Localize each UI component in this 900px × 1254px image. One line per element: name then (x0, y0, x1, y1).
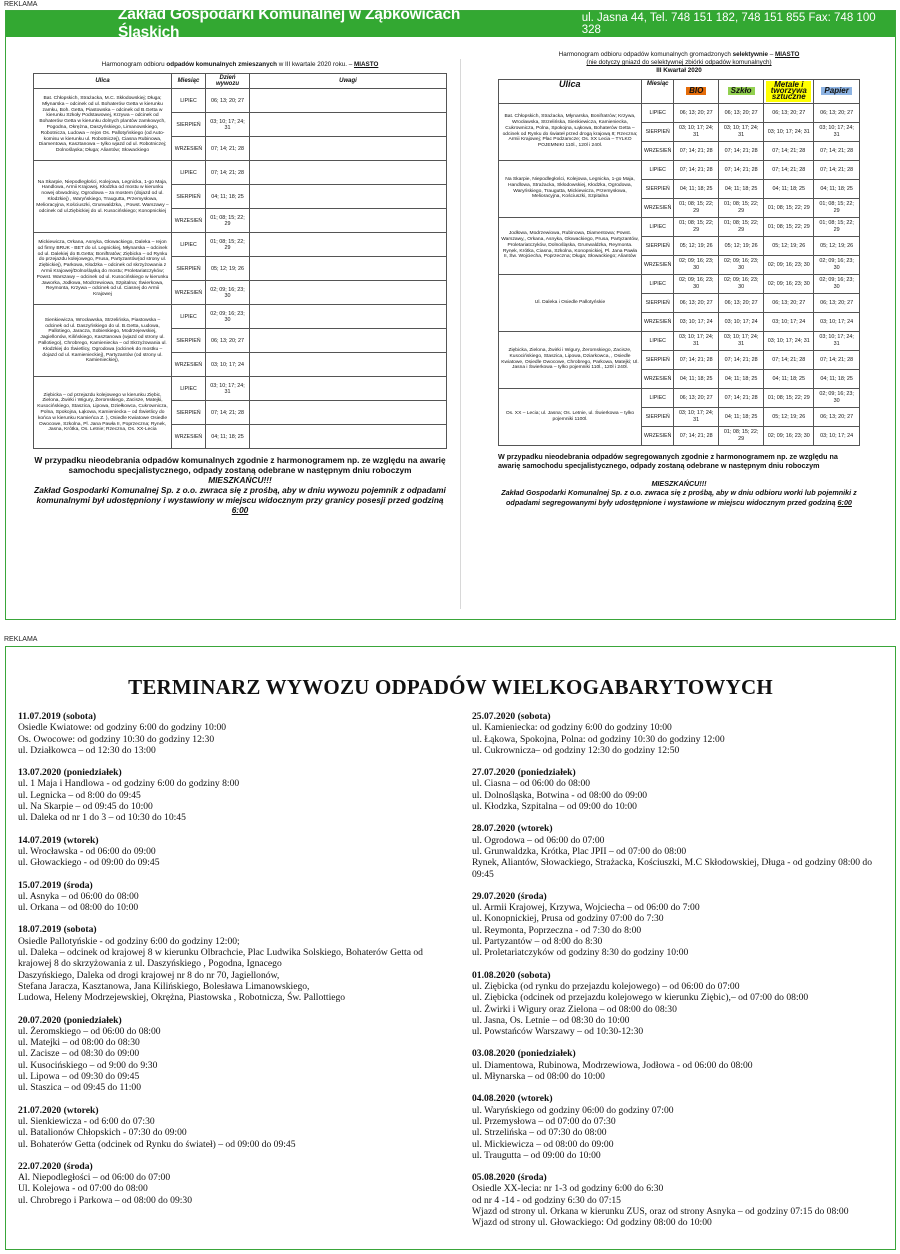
street-list: Ul. Daleka i Osiedle Pallotyńskie (499, 274, 642, 331)
entry-line: ul. Powstańców Warszawy – od 10:30-12:30 (472, 1026, 644, 1038)
selective-notice-heading: MIESZKAŃCU!!! (651, 478, 707, 488)
month-cell: LIPIEC (172, 161, 206, 185)
entry-date: 18.07.2019 (sobota) (18, 924, 97, 936)
schedule-entry (472, 823, 892, 879)
entry-date: 20.07.2020 (poniedziałek) (18, 1014, 122, 1026)
metal-plastic-days-cell: 02; 09; 16; 23; 30 (764, 255, 814, 274)
entry-line: ul. Asnyka – od 06:00 do 08:00 (18, 890, 139, 902)
metal-plastic-days-cell: 07; 14; 21; 28 (764, 160, 814, 179)
bio-days-cell: 03; 10; 17; 24; 31 (674, 407, 719, 426)
table-row (499, 274, 860, 293)
entry-line: ul. Partyzantów – od 8:00 do 8:30 (472, 936, 603, 948)
col-header-paper (814, 80, 860, 104)
month-cell: WRZESIEŃ (172, 209, 206, 233)
entry-line: ul. Proletariatczyków od godziny 8:30 do godziny 10:00 (472, 947, 689, 959)
notes-cell (250, 353, 447, 377)
bio-days-cell: 06; 13; 20; 27 (674, 293, 719, 312)
month-cell: WRZESIEŃ (642, 369, 674, 388)
schedule-entry (18, 1161, 458, 1206)
entry-line: od nr 4 -14 - od godziny 6:30 do 07:15 (472, 1194, 621, 1206)
month-cell: SIERPIEŃ (642, 407, 674, 426)
entry-line: ul. Żwirki i Wigury oraz Zielona – od 08:00 do 08:30 (472, 1003, 677, 1015)
entry-line: ul. Na Skarpie – od 09:45 do 10:00 (18, 801, 153, 813)
entry-line: ul. Armii Krajowej, Krzywa, Wojciecha – od 06:00 do 7:00 (472, 902, 700, 914)
bio-days-cell: 02; 09; 16; 23; 30 (674, 255, 719, 274)
notes-cell (250, 425, 447, 449)
entry-line: ul. Żeromskiego – od 06:00 do 08:00 (18, 1025, 161, 1037)
bio-days-cell: 04; 11; 18; 25 (674, 369, 719, 388)
pickup-days-cell: 06; 13; 20; 27 (206, 329, 250, 353)
table-row (499, 217, 860, 236)
schedule-entry (18, 1015, 458, 1094)
entry-date: 13.07.2020 (poniedziałek) (18, 767, 122, 779)
entry-date: 11.07.2019 (sobota) (18, 711, 97, 722)
glass-days-cell: 07; 14; 21; 28 (718, 141, 763, 160)
entry-line: Daszyńskiego, Daleka od drogi krajowej nr 8 do nr 70, Jagiellonów, (18, 969, 280, 981)
month-cell: LIPIEC (642, 217, 674, 236)
month-cell: LIPIEC (642, 331, 674, 350)
entry-line: ul. Łąkowa, Spokojna, Polna: od godziny 10:30 do godziny 12:00 (472, 733, 725, 745)
entry-line: ul. Staszica – od 09:45 do 11:00 (18, 1082, 142, 1094)
glass-days-cell: 02; 09; 16; 23; 30 (718, 274, 763, 293)
bio-days-cell: 06; 13; 20; 27 (674, 388, 719, 407)
pickup-days-cell: 02; 09; 16; 23; 30 (206, 281, 250, 305)
table-row (499, 331, 860, 350)
pickup-days-cell: 07; 14; 21; 28 (206, 161, 250, 185)
entry-line: ul. Kusocińskiego – od 9:00 do 9:30 (18, 1059, 158, 1071)
entry-line: ul. Bohaterów Getta (odcinek od Rynku do świateł) – od 09:00 do 09:45 (18, 1138, 296, 1150)
notes-cell (250, 113, 447, 137)
metal-plastic-days-cell: 05; 12; 19; 26 (764, 236, 814, 255)
entry-line: ul. Ziębicka (odcinek od przejazdu kolejowego w kierunku Ziębic),– od 07:00 do 08:00 (472, 992, 809, 1004)
pickup-days-cell: 04; 11; 18; 25 (206, 425, 250, 449)
metal-plastic-days-cell: 06; 13; 20; 27 (764, 103, 814, 122)
column-divider (460, 59, 461, 609)
metal-plastic-days-cell: 02; 09; 16; 23; 30 (764, 274, 814, 293)
company-contact: ul. Jasna 44, Tel. 748 151 182, 748 151 855 Fax: 748 100 328 (581, 12, 876, 36)
month-cell: SIERPIEŃ (172, 257, 206, 281)
entry-line: ul. Daleka od nr 1 do 3 – od 10:30 do 10:45 (18, 812, 186, 824)
col-header-glass (718, 80, 763, 104)
table-row (499, 103, 860, 122)
metal-plastic-label: Metale i tworzywa sztuczne (766, 81, 811, 102)
metal-plastic-days-cell: 01; 08; 15; 22; 29 (764, 198, 814, 217)
metal-plastic-days-cell: 03; 10; 17; 24; 31 (764, 122, 814, 141)
entry-line: Wjazd od strony ul. Orkana w kierunku ZUS, oraz od strony Asnyka – od godziny 07:15 do 08:00 (472, 1205, 849, 1217)
mixed-schedule-table (33, 73, 447, 449)
bulky-waste-title: TERMINARZ WYWOZU ODPADÓW WIELKOGABARYTOWYCH (128, 675, 773, 699)
schedule-entry (472, 970, 892, 1038)
col-header-metal (764, 80, 814, 104)
paper-days-cell: 04; 11; 18; 25 (814, 179, 860, 198)
bio-days-cell: 04; 11; 18; 25 (674, 179, 719, 198)
entry-line: Osiedle XX-lecia: nr 1-3 od godziny 6:00 do 6:30 (472, 1183, 664, 1195)
entry-line: ul. Młynarska – od 08:00 do 10:00 (472, 1071, 605, 1083)
mixed-notice-heading: MIESZKAŃCU!!! (208, 475, 272, 486)
entry-line: ul. Lipowa – od 09:30 do 09:45 (18, 1071, 140, 1083)
metal-plastic-days-cell: 02; 09; 16; 23; 30 (764, 426, 814, 445)
paper-days-cell: 03; 10; 17; 24; 31 (814, 122, 860, 141)
pickup-days-cell: 01; 08; 15; 22; 29 (206, 233, 250, 257)
pickup-days-cell: 07; 14; 21; 28 (206, 401, 250, 425)
table-row (34, 161, 447, 185)
glass-days-cell: 03; 10; 17; 24; 31 (718, 122, 763, 141)
metal-plastic-days-cell: 06; 13; 20; 27 (764, 293, 814, 312)
street-list: Jodłowa, Modrzewiowa, Rubinowa, Diamentowa; Powst. Warszawy,, Orkana, Asnyka, Głowackiego, Prusa, Partyzantów, Proletariatczyków, Dolnośląska, Grunwaldzka, Reymonta. Rynek, Krótka, Ciasna, Szkolna, Konopnickiej, Pl. Jana Pawła II, Św. Wojciecha, Poprzeczna; Długa; Słowackiego; Aliantów (499, 217, 642, 274)
schedule-entry (18, 880, 458, 914)
col-header-notes: Uwagi (250, 74, 447, 89)
schedule-entry (472, 1172, 892, 1228)
entry-date: 03.08.2020 (poniedziałek) (472, 1048, 576, 1060)
glass-label: Szkło (728, 87, 755, 95)
bio-label: BIO (686, 87, 706, 95)
paper-days-cell: 03; 10; 17; 24 (814, 426, 860, 445)
entry-line: Os. Owocowe: od godziny 10:30 do godziny 12:30 (18, 733, 215, 745)
glass-days-cell: 01; 08; 15; 22; 29 (718, 426, 763, 445)
bio-days-cell: 01; 08; 15; 22; 29 (674, 198, 719, 217)
pickup-days-cell: 04; 11; 18; 25 (206, 185, 250, 209)
month-cell: WRZESIEŃ (642, 198, 674, 217)
entry-date: 22.07.2020 (środa) (18, 1160, 93, 1172)
glass-days-cell: 07; 14; 21; 28 (718, 160, 763, 179)
entry-line: ul. Ogrodowa – od 06:00 do 07:00 (472, 834, 605, 846)
paper-label: Papier (821, 87, 851, 95)
bulky-schedule-right (472, 711, 892, 1240)
ad-label-bottom: REKLAMA (4, 636, 38, 643)
notes-cell (250, 161, 447, 185)
street-list: Ziębicka – od przejazdu kolejowego w kierunku Ziębic, Zielona, Żwirki i Wigury, Żeromskiego, Zacisze, Matejki, Kusocińskiego, Staszica, Lipowa, Dziełkowca, Cukrownicza, Polna, Spokojna, Łąkowa, Kamieniecka – od Świetlicy do końca w kierunku Kamieńca Z. ), Osiedle Kwiatowe Osiedle Owocowe, Szkolna, Pl. Jana Pawła II, Poprzeczna; Rynek, Jasna, Krótka, Os. Letnie; Rzeczna, Os. XX-Lecia (34, 377, 172, 449)
glass-days-cell: 07; 14; 21; 28 (718, 350, 763, 369)
month-cell: SIERPIEŃ (642, 236, 674, 255)
street-list: Sienkiewicza, Wrocławska, Strzelińska, Piastowska – odcinek od ul. Daszyńskiego do ul. B.Getta, Łudowa, Pallotiego, Jaracza, Sobieskiego, Modrzejewskiej, Jagiellonów, Kilińskiego, Kasztanowa (wjazd od strony ul. Pallotiego), Chrobrego, Kamieniecka – od Skrzyżowania ul. Kłodzkiej do Świetlicy, Ogrodowa (odcinek do mostku – dojazd od ul. Kamienieckiej), Partyzantów (od strony ul. Kamienieckiej), (34, 305, 172, 377)
notes-cell (250, 281, 447, 305)
company-name: Zakład Gospodarki Komunalnej w Ząbkowicach Śląskich (118, 6, 461, 41)
selective-notice (498, 452, 860, 508)
month-cell: LIPIEC (642, 160, 674, 179)
bulky-waste-advert (5, 646, 896, 1250)
bio-days-cell: 05; 12; 19; 26 (674, 236, 719, 255)
paper-days-cell: 07; 14; 21; 28 (814, 160, 860, 179)
entry-date: 15.07.2019 (środa) (18, 879, 93, 891)
glass-days-cell: 06; 13; 20; 27 (718, 293, 763, 312)
col-header-bio (674, 80, 719, 104)
schedule-entry (472, 891, 892, 959)
glass-days-cell: 01; 08; 15; 22; 29 (718, 198, 763, 217)
bio-days-cell: 03; 10; 17; 24 (674, 312, 719, 331)
entry-line: ul. Chrobrego i Parkowa – od 08:00 do 09:30 (18, 1194, 193, 1206)
selective-quarter: III Kwartał 2020 (656, 67, 702, 74)
metal-plastic-days-cell: 04; 11; 18; 25 (764, 179, 814, 198)
glass-days-cell: 04; 11; 18; 25 (718, 407, 763, 426)
notes-cell (250, 137, 447, 161)
metal-plastic-days-cell: 07; 14; 21; 28 (764, 350, 814, 369)
entry-line: Ul. Kolejowa - od 07:00 do 08:00 (18, 1183, 148, 1195)
bio-days-cell: 01; 08; 15; 22; 29 (674, 217, 719, 236)
entry-line: ul. Sienkiewicza - od 6:00 do 07:30 (18, 1115, 155, 1127)
pickup-days-cell: 06; 13; 20; 27 (206, 89, 250, 113)
glass-days-cell: 03; 10; 17; 24 (718, 312, 763, 331)
schedule-entry (472, 1048, 892, 1082)
bio-days-cell: 02; 09; 16; 23; 30 (674, 274, 719, 293)
selective-waste-column (498, 49, 860, 507)
col-header-month: Miesiąc (172, 74, 206, 89)
month-cell: LIPIEC (642, 103, 674, 122)
bio-days-cell: 07; 14; 21; 28 (674, 350, 719, 369)
schedule-entry (472, 1093, 892, 1161)
entry-line: ul. Kamieniecka: od godziny 6:00 do godziny 10:00 (472, 722, 672, 734)
entry-line: ul. Kłodzka, Szpitalna – od 09:00 do 10:00 (472, 801, 637, 813)
entry-line: Stefana Jaracza, Kasztanowa, Jana Kilińskiego, Bolesława Limanowskiego, (18, 980, 310, 992)
paper-days-cell: 06; 13; 20; 27 (814, 407, 860, 426)
entry-line: ul. Zacisze – od 08:30 do 09:00 (18, 1048, 140, 1060)
month-cell: SIERPIEŃ (642, 122, 674, 141)
notes-cell (250, 209, 447, 233)
mixed-schedule-title: Harmonogram odbioru odpadów komunalnych zmieszanych w III kwartale 2020 roku. – MIASTO (101, 61, 379, 68)
notes-cell (250, 233, 447, 257)
month-cell: SIERPIEŃ (642, 293, 674, 312)
table-row (34, 233, 447, 257)
entry-line: Al. Niepodległości – od 06:00 do 07:00 (18, 1172, 171, 1184)
street-list: Na Skarpie, Niepodległości, Kolejowa, Legnicka, 1-go Maja, Handlowa, Armii Krajowej, Kłodzka od mostu w kierunku nowej obwodnicy, Ogrodowa – za mostem (dojazd od ul. Kłodzkiej) , Waryńskiego, Traugutta, Przemysłowa, Melioracyjna, Kościuszki, Grunwaldzka, , Powst. Warszawy – odcinek od ul.Ziębickiej do ul. Kusocińskiego; Konopnickiej (34, 161, 172, 233)
entry-line: ul. Daleka – odcinek od krajowej 8 w kierunku Olbrachcie, Plac Ludwika Solskiego, Bohaterów Getta od krajowej 8 do skrzyżowania z ul. Daszyńskiego , Pogodna, Ignacego (18, 947, 423, 970)
entry-line: Rynek, Aliantów, Słowackiego, Strażacka, Kościuszki, M.C Skłodowskiej, Długa - od godziny 08:00 do 09:45 (472, 857, 873, 880)
selective-notice-request: Zakład Gospodarki Komunalnej Sp. z o.o. zwraca się z prośbą, aby w dniu odbioru worki lub pojemniki z odpadami segregowanymi były udostępnione i wystawione w miejscu widocznym przed godziną 6:00 (501, 488, 857, 507)
month-cell: WRZESIEŃ (642, 255, 674, 274)
entry-line: ul. Batalionów Chłopskich - 07:30 do 09:00 (18, 1127, 187, 1139)
table-row (499, 388, 860, 407)
street-list: Os. XX – Lecia; ul. Jasna; Os. Letnie, ul. Świerkowa – tylko pojemniki 1100l. (499, 388, 642, 445)
metal-plastic-days-cell: 07; 14; 21; 28 (764, 141, 814, 160)
metal-plastic-days-cell: 04; 11; 18; 25 (764, 369, 814, 388)
entry-date: 01.08.2020 (sobota) (472, 969, 551, 981)
notes-cell (250, 185, 447, 209)
col-header-street: Ulica (499, 80, 642, 104)
month-cell: SIERPIEŃ (172, 401, 206, 425)
street-list: Bat. Chłopskich, Strażacka, M.C. Skłodowskiej; Długa; Młynarska – odcinek od ul. Bohaterów Getta w kierunku zamku, Boh. Getta, Piastowska – odcinek od B.Getta w kierunku Szkoły Podstawowej, Krzywa – odcinek od Bohaterów Getta w kierunku dolnych plantów zamkowych, Pogodna, Okrężna, Daszyńskiego, Limanowskiego, Robotnicza, Ludowa – rejon Os. Pallotyńskiego (od Auto-komisu w kierunku ul. Robotniczej), Ciasna Rubinowa, Diamentowa, Kasztanowa – tylko wjazd od ul. Robotniczej; Dolnośląska; Długa; Aliantów; Słowackiego (34, 89, 172, 161)
bio-days-cell: 06; 13; 20; 27 (674, 103, 719, 122)
col-header-street: Ulica (34, 74, 172, 89)
table-row (499, 160, 860, 179)
month-cell: WRZESIEŃ (642, 426, 674, 445)
entry-line: ul. Cukrownicza– od godziny 12:30 do godziny 12:50 (472, 744, 680, 756)
schedule-entry (18, 767, 458, 823)
col-header-month: Miesiąc (642, 80, 674, 104)
entry-line: ul. Orkana – od 08:00 do 10:00 (18, 902, 139, 914)
entry-date: 27.07.2020 (poniedziałek) (472, 767, 576, 779)
entry-date: 21.07.2020 (wtorek) (18, 1104, 99, 1116)
notes-cell (250, 377, 447, 401)
month-cell: WRZESIEŃ (172, 425, 206, 449)
entry-line: ul. Wrocławska - od 06:00 do 09:00 (18, 845, 156, 857)
bio-days-cell: 07; 14; 21; 28 (674, 141, 719, 160)
schedule-entry (18, 1105, 458, 1150)
month-cell: SIERPIEŃ (172, 185, 206, 209)
selective-notice-text: W przypadku nieodebrania odpadów segregowanych zgodnie z harmonogramem np. ze względu na awarię samochodu specjalistycznego, odpady zostaną odebrane w następnym dniu roboczym (498, 451, 838, 471)
street-list: Bat. Chłopskich, Strażacka, Młynarska, Bonifratrów; Krzywa, Wrocławska, Strzelińska, Sienkiewicza, Kamieniecka, Cukrownicza, Polna, Spokojna, Łąkowa, Bohaterów Getta – odcinek od Rynku do świateł przed drogą krajową 8; Rzeczna; Armii Krajowej; Plac Podzamcze; Os. XX Lecia – TYLKO POJEMNIKI 110l., 120l i 240l. (499, 103, 642, 160)
entry-date: 04.08.2020 (wtorek) (472, 1093, 553, 1105)
month-cell: SIERPIEŃ (642, 179, 674, 198)
notes-cell (250, 329, 447, 353)
entry-line: ul. Legnicka – od 8:00 do 09:45 (18, 789, 141, 801)
selective-schedule-title: Harmonogram odbioru odpadów komunalnych gromadzonych selektywnie – MIASTO (558, 51, 800, 58)
bio-days-cell: 03; 10; 17; 24; 31 (674, 122, 719, 141)
street-list: Ziębicka, Zielona, Żwirki i Wigury, Żeromskiego, Zacisze, Kusocińskiego, Staszica, Lipowa, Dziarkowca, , Osiedle Kwiatowe, Osiedle Owocowe, Chrobrego, Parkowa, Matejki; Ul. Jasna i Świerkowa – tylko pojemniki 110l., 120l i 240l. (499, 331, 642, 388)
glass-days-cell: 04; 11; 18; 25 (718, 179, 763, 198)
schedule-entry (18, 711, 458, 756)
glass-days-cell: 02; 09; 16; 23; 30 (718, 255, 763, 274)
entry-line: ul. Grunwaldzka, Krótka, Plac JPII – od 07:00 do 08:00 (472, 845, 687, 857)
month-cell: WRZESIEŃ (172, 137, 206, 161)
entry-line: ul. Ziębicka (od rynku do przejazdu kolejowego) – od 06:00 do 07:00 (472, 980, 740, 992)
metal-plastic-days-cell: 01; 08; 15; 22; 29 (764, 217, 814, 236)
paper-days-cell: 06; 13; 20; 27 (814, 103, 860, 122)
glass-days-cell: 06; 13; 20; 27 (718, 103, 763, 122)
pickup-days-cell: 07; 14; 21; 28 (206, 137, 250, 161)
table-row (34, 377, 447, 401)
paper-days-cell: 06; 13; 20; 27 (814, 293, 860, 312)
entry-date: 05.08.2020 (środa) (472, 1172, 547, 1184)
entry-line: ul. Działkowca – od 12:30 do 13:00 (18, 744, 156, 756)
schedule-advert (5, 6, 896, 620)
notes-cell (250, 89, 447, 113)
entry-line: ul. Strzelińska – od 07:30 do 08:00 (472, 1127, 607, 1139)
metal-plastic-days-cell: 03; 10; 17; 24; 31 (764, 331, 814, 350)
entry-line: ul. Waryńskiego od godziny 06:00 do godziny 07:00 (472, 1104, 674, 1116)
entry-line: ul. Matejki – od 08:00 do 08:30 (18, 1037, 140, 1049)
month-cell: WRZESIEŃ (172, 281, 206, 305)
table-row (34, 305, 447, 329)
paper-days-cell: 02; 09; 16; 23; 30 (814, 388, 860, 407)
month-cell: SIERPIEŃ (642, 350, 674, 369)
pickup-days-cell: 03; 10; 17; 24; 31 (206, 377, 250, 401)
paper-days-cell: 04; 11; 18; 25 (814, 369, 860, 388)
col-header-day: Dzień wywozu (206, 74, 250, 89)
glass-days-cell: 07; 14; 21; 28 (718, 388, 763, 407)
notes-cell (250, 257, 447, 281)
entry-line: ul. Reymonta, Poprzeczna - od 7:30 do 8:00 (472, 924, 642, 936)
bio-days-cell: 07; 14; 21; 28 (674, 426, 719, 445)
schedule-entry (472, 711, 892, 756)
metal-plastic-days-cell: 03; 10; 17; 24 (764, 312, 814, 331)
pickup-days-cell: 03; 10; 17; 24 (206, 353, 250, 377)
paper-days-cell: 01; 08; 15; 22; 29 (814, 217, 860, 236)
table-row (34, 89, 447, 113)
bio-days-cell: 07; 14; 21; 28 (674, 160, 719, 179)
entry-date: 28.07.2020 (wtorek) (472, 823, 553, 835)
entry-line: ul. Głowackiego - od 09:00 do 09:45 (18, 857, 160, 869)
mixed-notice-text: W przypadku nieodebrania odpadów komunalnych zgodnie z harmonogramem np. ze względu na awarię samochodu specjalistycznego, odpady zostaną odebrane w następnym dniu roboczym (34, 455, 446, 476)
selective-schedule-subtitle: (nie dotyczy gniazd do selektywnej zbiórki odpadów komunalnych) (586, 59, 772, 66)
schedule-entry (472, 767, 892, 812)
street-list: Mickiewicza, Orkana, Asnyka, Głowackiego, Daleka – rejon od firmy BRUK - BET do ul. Legnickiej, Młynarska – odcinek od ul. Dalekiej do B.Getta; Boniftratów; Ziębicka – od Rynku do przejazdu kolejowego, Prusa, Partyzantów(od strony ul. Ziębickiej), Parkowa, Kłodzka – odcinek od skrzyżowania z Armii Krajowej/Dolnośląską do mostu; Proletariatczyków; Powst. Warszawy – odcinek od ul. Kusocińskiego w kierunku Jaworka, Jodłowa, Modrzewiowa, Szpitalna; Świerkowa, Reymonta, Krzywa – odcinek od ul. Ciasnej do Armii Krajowej (34, 233, 172, 305)
entry-line: ul. Ciasna – od 06:00 do 08:00 (472, 778, 591, 790)
glass-days-cell: 03; 10; 17; 24; 31 (718, 331, 763, 350)
ad-label-top: REKLAMA (4, 1, 38, 8)
month-cell: WRZESIEŃ (642, 312, 674, 331)
entry-line: ul. Jasna, Os. Letnie – od 08:30 do 10:00 (472, 1014, 630, 1026)
entry-date: 29.07.2020 (środa) (472, 890, 547, 902)
metal-plastic-days-cell: 01; 08; 15; 22; 29 (764, 388, 814, 407)
pickup-days-cell: 05; 12; 19; 26 (206, 257, 250, 281)
mixed-waste-column (33, 49, 447, 515)
entry-line: Wjazd od strony ul. Głowackiego: Od godziny 08:00 do 10:00 (472, 1217, 712, 1229)
entry-line: ul. 1 Maja i Handlowa - od godziny 6:00 do godziny 8:00 (18, 778, 240, 790)
company-banner (6, 6, 895, 41)
entry-line: ul. Traugutta – od 09:00 do 10:00 (472, 1149, 601, 1161)
paper-days-cell: 01; 08; 15; 22; 29 (814, 198, 860, 217)
entry-line: ul. Dolnośląska, Botwina - od 08:00 do 09:00 (472, 789, 648, 801)
entry-line: ul. Przemysłowa – od 07:00 do 07:30 (472, 1115, 616, 1127)
month-cell: LIPIEC (642, 274, 674, 293)
pickup-days-cell: 02; 09; 16; 23; 30 (206, 305, 250, 329)
entry-date: 14.07.2019 (wtorek) (18, 834, 99, 846)
pickup-days-cell: 03; 10; 17; 24; 31 (206, 113, 250, 137)
paper-days-cell: 07; 14; 21; 28 (814, 350, 860, 369)
mixed-notice (33, 455, 447, 515)
glass-days-cell: 04; 11; 18; 25 (718, 369, 763, 388)
bio-days-cell: 03; 10; 17; 24; 31 (674, 331, 719, 350)
pickup-days-cell: 01; 08; 15; 22; 29 (206, 209, 250, 233)
schedule-entry (18, 835, 458, 869)
paper-days-cell: 05; 12; 19; 26 (814, 236, 860, 255)
mixed-notice-request: Zakład Gospodarki Komunalnej Sp. z o.o. zwraca się z prośbą, aby w dniu wywozu pojemnik z odpadami komunalnymi był udostępniony i wystawiony w miejscu widocznym przy granicy posesji przed godziną 6:00 (34, 485, 446, 516)
metal-plastic-days-cell: 05; 12; 19; 26 (764, 407, 814, 426)
month-cell: WRZESIEŃ (172, 353, 206, 377)
entry-date: 25.07.2020 (sobota) (472, 711, 551, 722)
entry-line: ul. Mickiewicza – od 08:00 do 09:00 (472, 1138, 614, 1150)
month-cell: LIPIEC (172, 305, 206, 329)
paper-days-cell: 02; 09; 16; 23; 30 (814, 255, 860, 274)
paper-days-cell: 03; 10; 17; 24; 31 (814, 331, 860, 350)
paper-days-cell: 07; 14; 21; 28 (814, 141, 860, 160)
month-cell: SIERPIEŃ (172, 329, 206, 353)
month-cell: LIPIEC (172, 89, 206, 113)
entry-line: Osiedle Kwiatowe: od godziny 6:00 do godziny 10:00 (18, 722, 227, 734)
month-cell: LIPIEC (642, 388, 674, 407)
entry-line: Osiedle Pallotyńskie - od godziny 6:00 do godziny 12:00; (18, 935, 240, 947)
selective-schedule-table (498, 79, 860, 446)
notes-cell (250, 305, 447, 329)
month-cell: SIERPIEŃ (172, 113, 206, 137)
entry-line: ul. Konopnickiej, Prusa od godziny 07:00 do 7:30 (472, 913, 664, 925)
entry-line: ul. Diamentowa, Rubinowa, Modrzewiowa, Jodłowa - od 06:00 do 08:00 (472, 1059, 753, 1071)
street-list: Na Skarpie, Niepodległości, Kolejowa, Legnicka, 1-go Maja, Handlowa, Strażacka, Skłodowskiej, Kłodzka, Ogrodowa, Waryńskiego, Traugutta, Mickiewicza, Przemysłowa, Melioracyjna, Kościuszki, Szpitalna (499, 160, 642, 217)
paper-days-cell: 02; 09; 16; 23; 30 (814, 274, 860, 293)
glass-days-cell: 05; 12; 19; 26 (718, 236, 763, 255)
month-cell: LIPIEC (172, 233, 206, 257)
glass-days-cell: 01; 08; 15; 22; 29 (718, 217, 763, 236)
month-cell: LIPIEC (172, 377, 206, 401)
paper-days-cell: 03; 10; 17; 24 (814, 312, 860, 331)
month-cell: WRZESIEŃ (642, 141, 674, 160)
bulky-schedule-left (18, 711, 458, 1217)
schedule-entry (18, 924, 458, 1003)
entry-line: Ludowa, Heleny Modrzejewskiej, Okrężna, Piastowska , Robotnicza, Św. Pallottiego (18, 992, 346, 1004)
notes-cell (250, 401, 447, 425)
